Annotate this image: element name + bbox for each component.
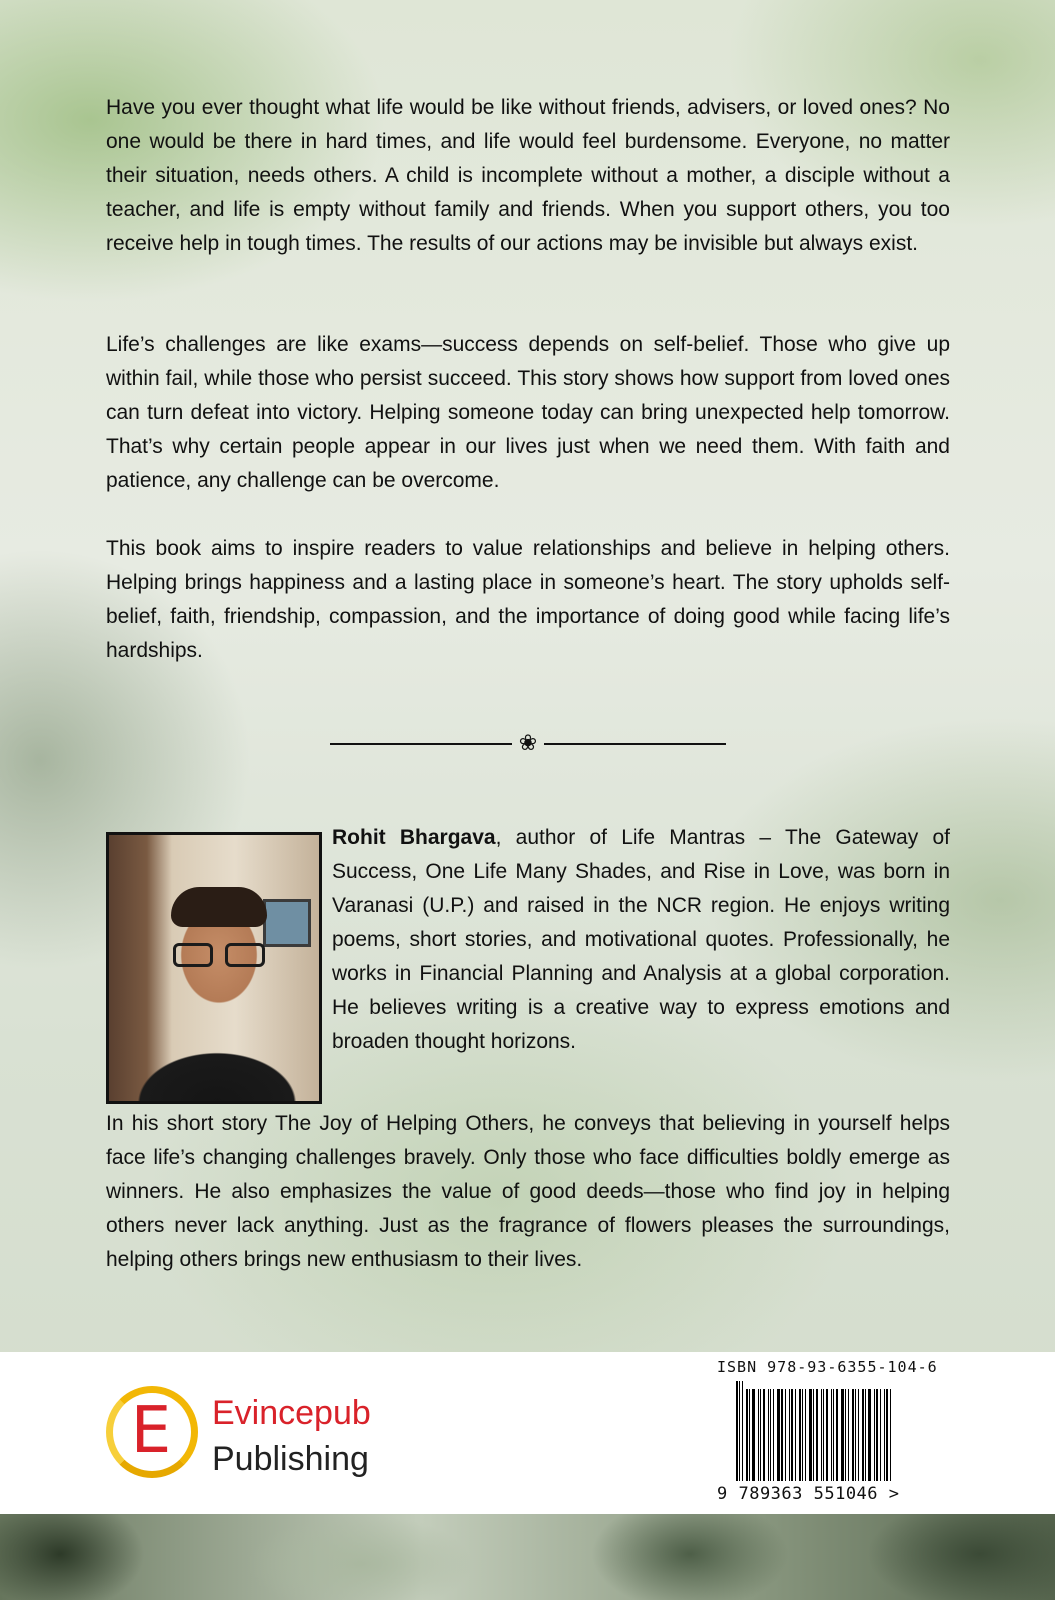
- barcode-bar: [813, 1389, 814, 1481]
- barcode-bar: [781, 1389, 783, 1481]
- barcode-bar: [865, 1389, 866, 1481]
- barcode-bar: [795, 1389, 796, 1481]
- barcode-bar: [862, 1389, 864, 1481]
- divider-line-left: [330, 743, 512, 745]
- barcode-bar: [739, 1381, 740, 1481]
- barcode-bar: [874, 1389, 875, 1481]
- author-name: Rohit Bhargava: [332, 826, 496, 849]
- publisher-logo-letter: E: [130, 1394, 172, 1468]
- wall-picture: [263, 899, 311, 947]
- author-closing-paragraph: In his short story The Joy of Helping Others, he conveys that believing in yourself helps face life’s changing challenges bravely. Only those who face difficulties boldly emerge as winners. He also emphasizes the value of good deeds—those who find joy in helping others never lack anything. Just as the fragrance of flowers pleases the surroundings, helping others brings new enthusiasm to their lives.: [106, 1112, 950, 1271]
- isbn-label: ISBN 978-93-6355-104-6: [717, 1358, 938, 1376]
- barcode-bar: [749, 1389, 750, 1481]
- barcode-bar: [876, 1389, 878, 1481]
- publisher-name: Evincepub: [212, 1394, 371, 1432]
- barcode-bar: [791, 1389, 793, 1481]
- barcode-bar: [816, 1389, 818, 1481]
- author-bio-text: , author of Life Mantras – The Gateway of Success, One Life Many Shades, and Rise in Love, was born in Varanasi (U.P.) and raised in the NCR region. He enjoys writing poems, short stories, and motivational quotes. Professionally, he works in Financial Planning and Analysis at a global corporation. He believes writing is a creative way to express emotions and broaden thought horizons.: [332, 826, 950, 1053]
- barcode-number: 9 789363 551046 >: [717, 1484, 900, 1504]
- barcode-bar: [855, 1389, 856, 1481]
- publisher-subtitle: Publishing: [212, 1440, 369, 1478]
- author-glasses: [173, 943, 265, 969]
- barcode-bar: [852, 1389, 854, 1481]
- barcode-bar: [742, 1381, 743, 1481]
- author-photo: [106, 832, 322, 1104]
- barcode-bar: [758, 1389, 759, 1481]
- author-hair: [171, 887, 267, 927]
- barcode-icon: [736, 1381, 894, 1481]
- author-bio: [332, 821, 950, 1059]
- barcode-bar: [768, 1389, 769, 1481]
- barcode-bar: [884, 1389, 885, 1481]
- barcode-bar: [763, 1389, 765, 1481]
- ornamental-divider: [330, 730, 726, 755]
- divider-line-right: [544, 743, 726, 745]
- barcode-bar: [833, 1389, 834, 1481]
- barcode-bar: [746, 1389, 748, 1481]
- barcode-bar: [868, 1389, 871, 1481]
- barcode-bar: [831, 1389, 832, 1481]
- intro-paragraph-2: Life’s challenges are like exams—success depends on self-belief. Those who give up within fail, while those who persist succeed. This story shows how support from loved ones can turn defeat into victory. Helping someone today can bring unexpected help tomorrow. That’s why certain people appear in our lives just when we need them. With faith and patience, any challenge can be overcome.: [106, 333, 950, 492]
- intro-paragraph-1: Have you ever thought what life would be like without friends, advisers, or loved ones? No one would be there in hard times, and life would feel burdensome. Everyone, no matter their situation, needs others. A child is incomplete without a mother, a disciple without a teacher, and life is empty without family and friends. When you support others, you too receive help in tough times. The results of our actions may be invisible but always exist.: [106, 96, 950, 255]
- barcode-bar: [886, 1389, 888, 1481]
- barcode-bar: [890, 1389, 891, 1481]
- barcode-bar: [785, 1389, 786, 1481]
- barcode-bar: [848, 1389, 849, 1481]
- barcode-bar: [823, 1389, 824, 1481]
- barcode-bar: [802, 1389, 803, 1481]
- barcode-bar: [799, 1389, 801, 1481]
- barcode-bar: [736, 1381, 738, 1481]
- barcode-bar: [805, 1389, 806, 1481]
- barcode-bar: [841, 1389, 844, 1481]
- barcode-bar: [880, 1389, 881, 1481]
- barcode-bar: [777, 1389, 780, 1481]
- barcode-bar: [770, 1389, 771, 1481]
- barcode-bar: [858, 1389, 859, 1481]
- barcode-bar: [845, 1389, 846, 1481]
- barcode-bar: [752, 1389, 755, 1481]
- barcode-bar: [773, 1389, 774, 1481]
- barcode-bar: [826, 1389, 828, 1481]
- barcode-bar: [836, 1389, 838, 1481]
- barcode-bar: [809, 1389, 812, 1481]
- barcode-bar: [789, 1389, 790, 1481]
- intro-paragraph-3: This book aims to inspire readers to value relationships and believe in helping others. Helping brings happiness and a lasting place in someone’s heart. The story upholds self-belief, faith, friendship, compassion, and the importance of doing good while facing life’s hardships.: [106, 537, 950, 662]
- barcode-bar: [821, 1389, 822, 1481]
- flower-ornament-icon: ❀: [518, 730, 538, 755]
- bottom-photo-strip: [0, 1514, 1055, 1600]
- barcode-bar: [760, 1389, 761, 1481]
